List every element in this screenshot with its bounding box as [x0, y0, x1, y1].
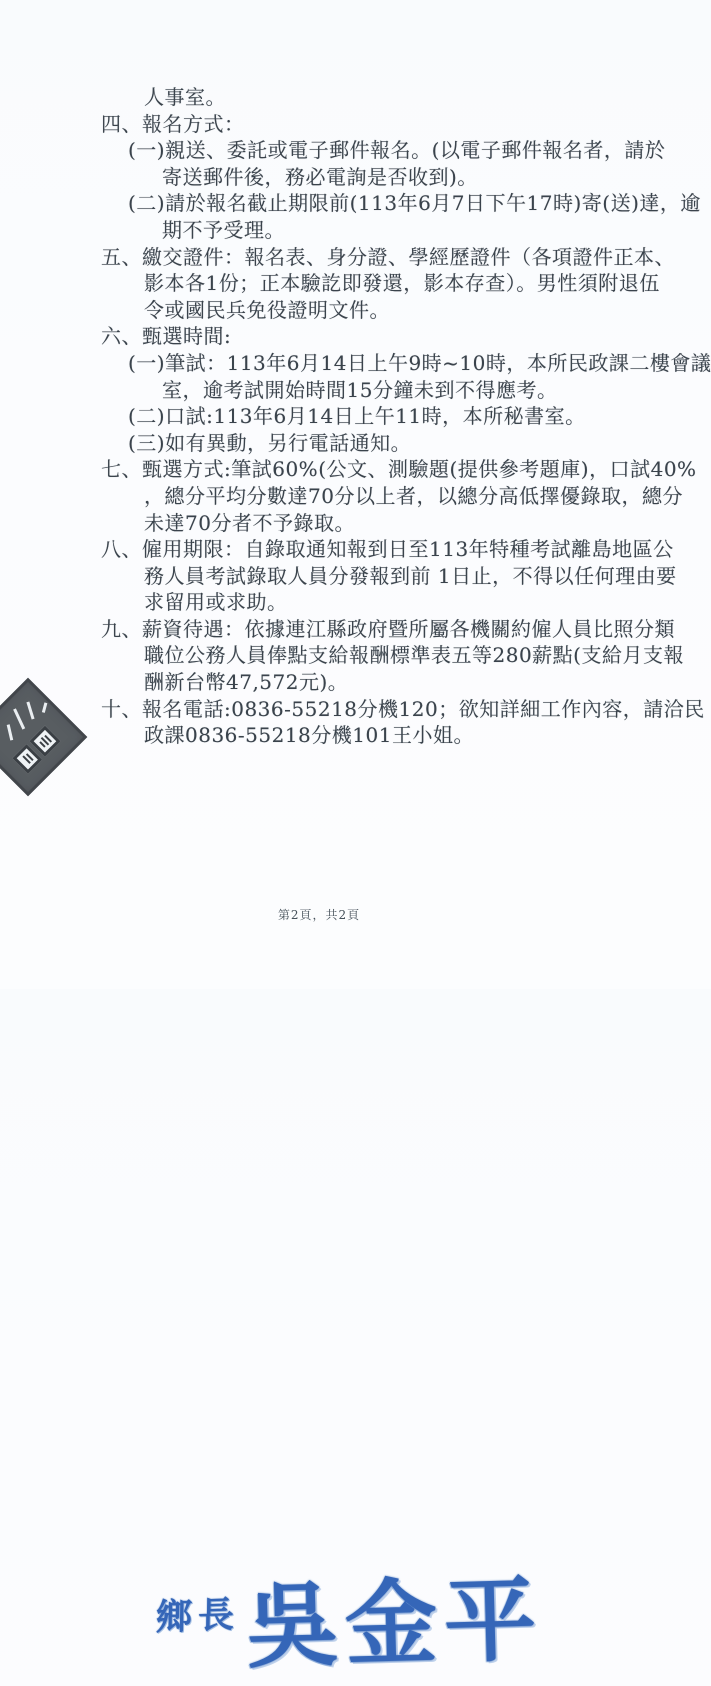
text-line: 令或國民兵免役證明文件。: [144, 297, 390, 322]
text-line: 求留用或求助。: [144, 590, 288, 615]
text-line: 八、僱用期限：自錄取通知報到日至113年特種考試離島地區公: [101, 537, 674, 562]
text-line: 影本各1份；正本驗訖即發還，影本存查）。男性須附退伍: [144, 271, 660, 296]
text-line: ，總分平均分數達70分以上者，以總分高低擇優錄取，總分: [144, 483, 683, 508]
text-line: (二)口試:113年6月14日上午11時，本所秘書室。: [128, 404, 586, 429]
text-line: 期不予受理。: [162, 217, 285, 242]
text-line: 六、甄選時間:: [101, 324, 232, 349]
text-line: 九、薪資待遇：依據連江縣政府暨所屬各機關約僱人員比照分類: [101, 616, 675, 641]
text-line: 四、報名方式：: [101, 111, 245, 136]
text-line: 七、甄選方式:筆試60%(公文、測驗題(提供參考題庫)，口試40%: [101, 457, 697, 482]
text-line: 十、報名電話:0836-55218分機120；欲知詳細工作內容，請洽民: [101, 696, 705, 721]
signature-name: 吳金平: [244, 1565, 545, 1681]
text-line: (三)如有異動，另行電話通知。: [128, 430, 412, 455]
signature-title: 鄉長: [155, 1593, 241, 1639]
text-line: 職位公務人員俸點支給報酬標準表五等280薪點(支給月支報: [144, 643, 684, 668]
text-line: 政課0836-55218分機101王小姐。: [144, 723, 474, 748]
document-lines: [0, 84, 711, 749]
text-line: (二)請於報名截止期限前(113年6月7日下午17時)寄(送)達，逾: [128, 191, 701, 216]
page-footer: 第2頁，共2頁: [277, 908, 361, 922]
text-line: 務人員考試錄取人員分發報到前 1日止，不得以任何理由要: [144, 563, 677, 588]
text-line: 室，逾考試開始時間15分鐘未到不得應考。: [162, 377, 558, 402]
text-line: (一)親送、委託或電子郵件報名。(以電子郵件報名者，請於: [128, 138, 666, 163]
text-line: 未達70分者不予錄取。: [144, 510, 355, 535]
text-line: 五、繳交證件：報名表、身分證、學經歷證件（各項證件正本、: [101, 244, 675, 269]
text-line: 寄送郵件後，務必電詢是否收到)。: [162, 164, 478, 189]
signature-block: [0, 770, 700, 1681]
text-line: (一)筆試：113年6月14日上午9時~10時，本所民政課二樓會議: [128, 350, 711, 375]
page-edge-stamp: [0, 695, 70, 779]
text-line: 人事室。: [144, 85, 226, 109]
text-line: 酬新台幣47,572元)。: [144, 670, 349, 695]
